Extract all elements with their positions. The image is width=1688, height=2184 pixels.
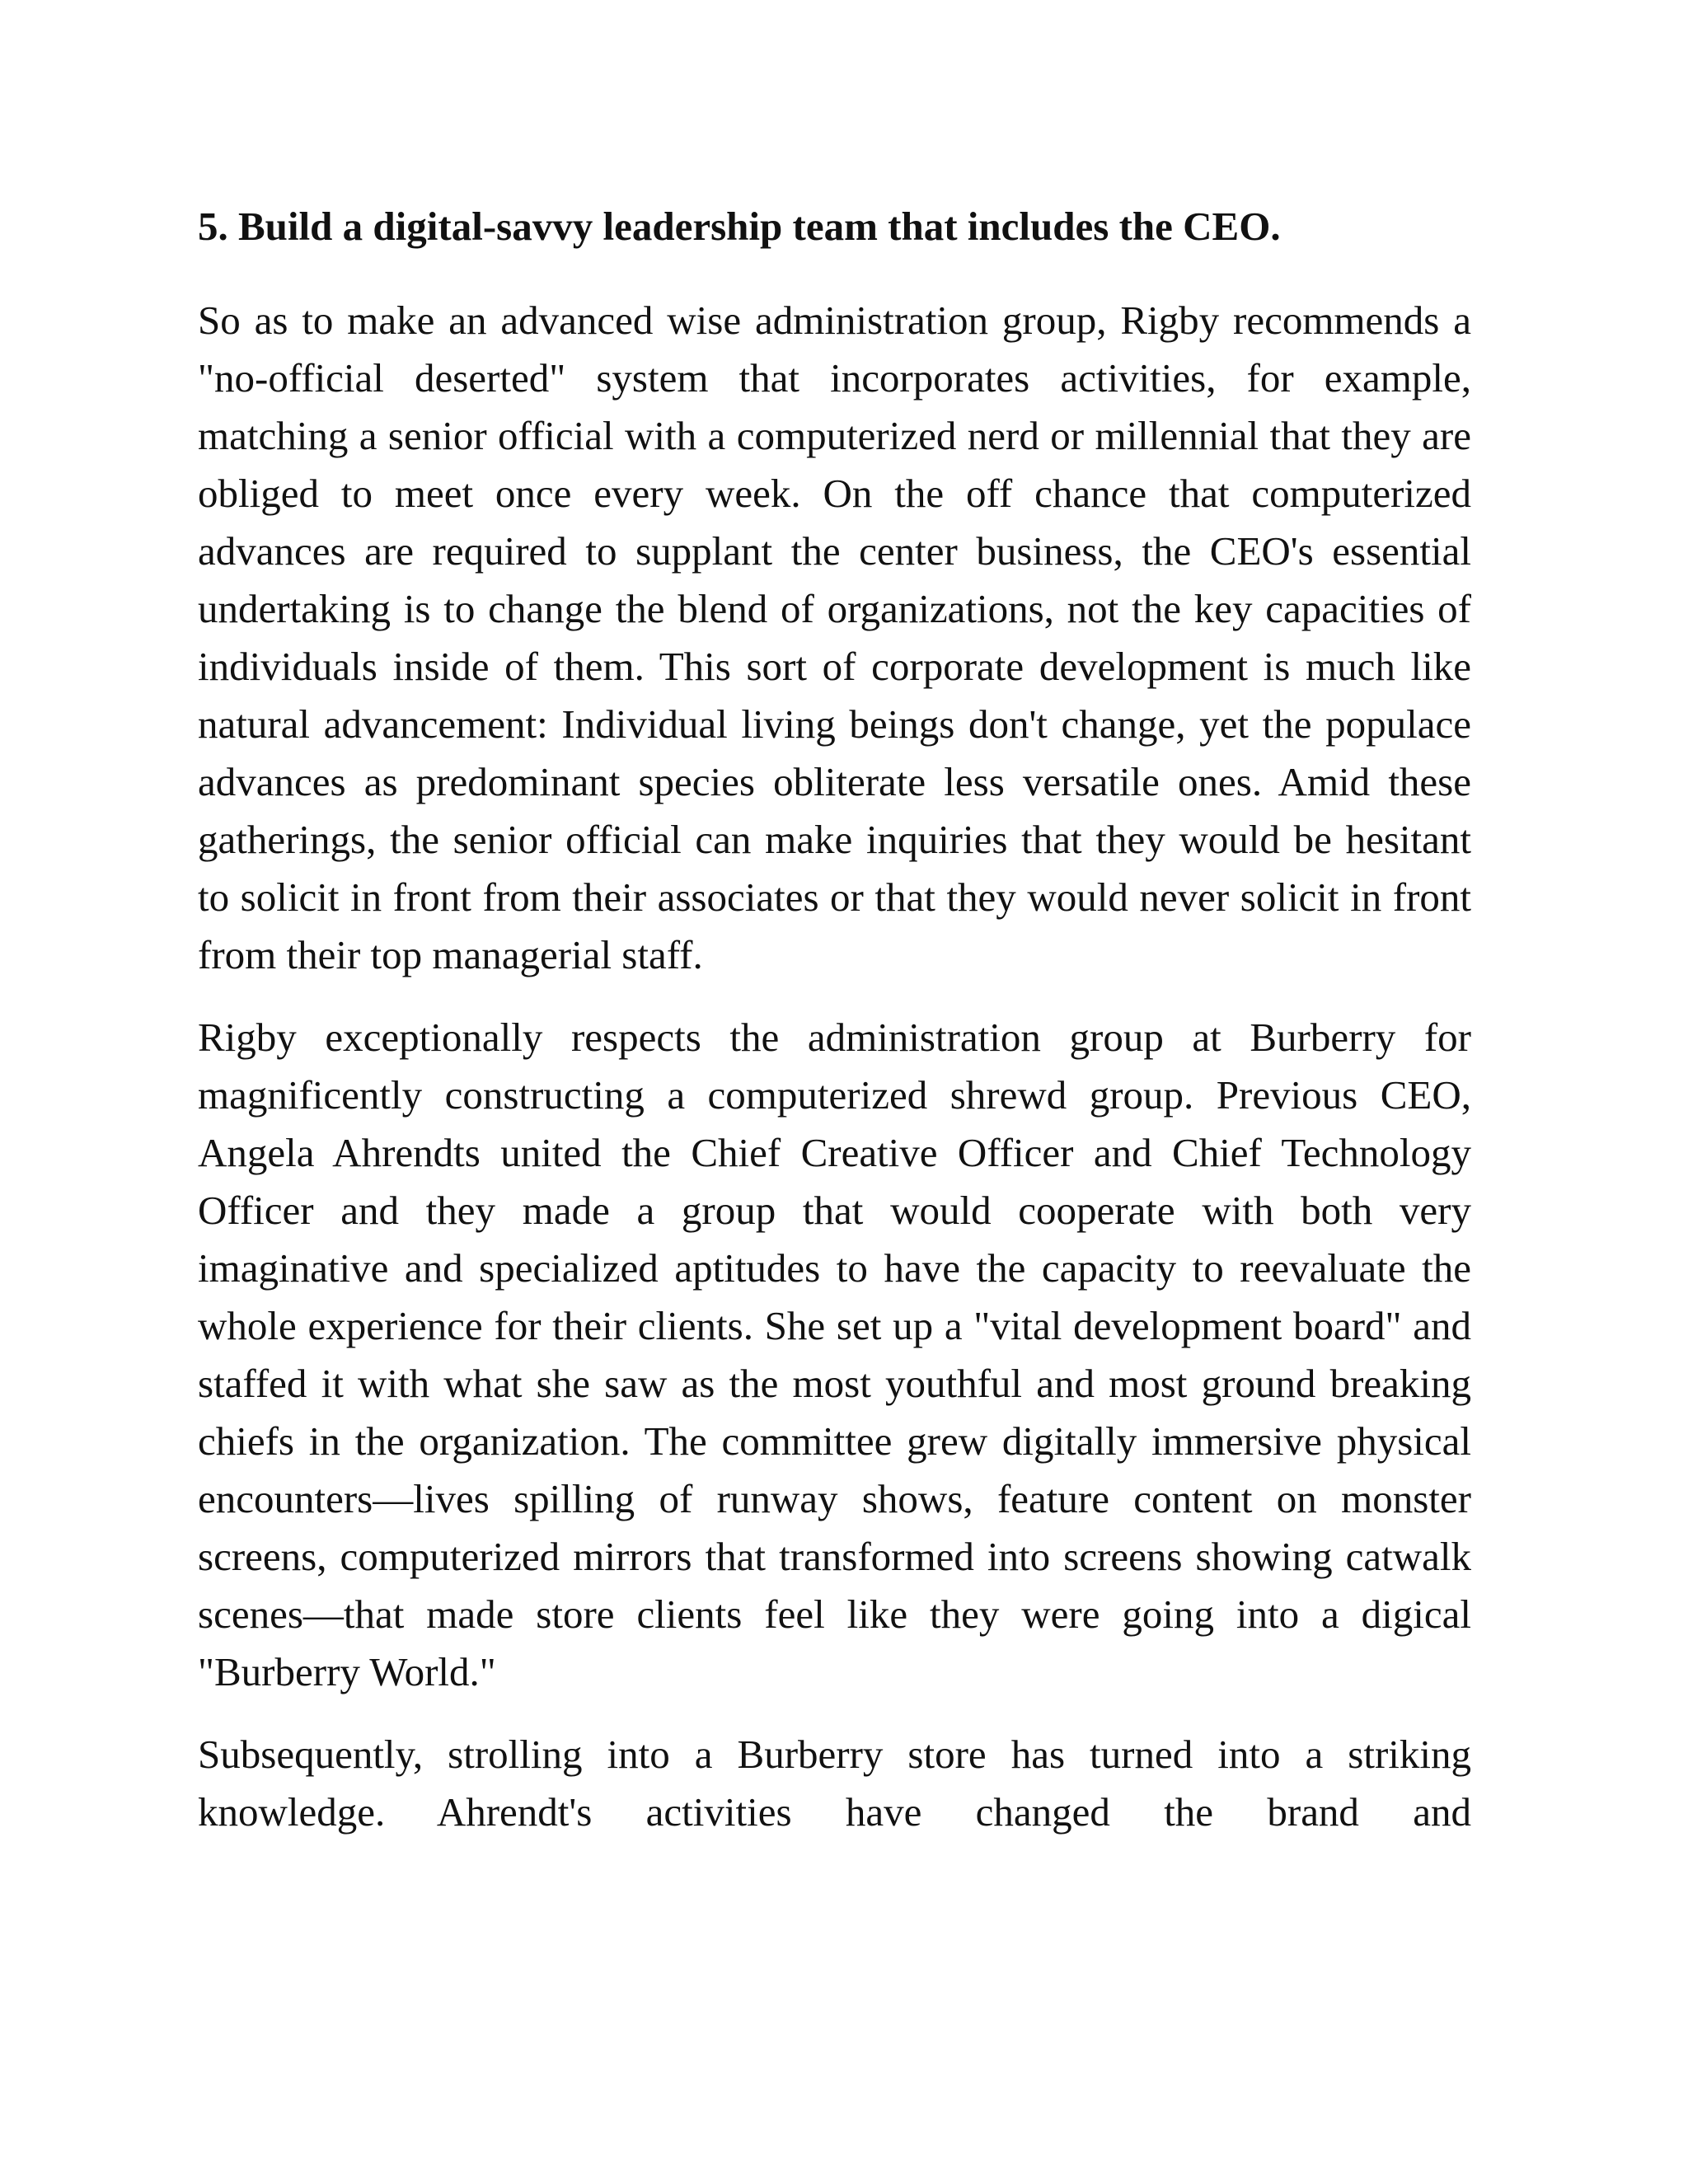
document-body <box>198 198 1471 1841</box>
paragraph-3: Subsequently, strolling into a Burberry store has turned into a striking knowledge. Ahrendt's activities have changed the brand and <box>198 1732 1471 1835</box>
paragraph-2: Rigby exceptionally respects the administration group at Burberry for magnificently constructing a computerized shrewd group. Previous CEO, Angela Ahrendts united the Chief Creative Officer and Chief Technology Officer and they made a group that would cooperate with both very imaginative and specialized aptitudes to have the capacity to reevaluate the whole experience for their clients. She set up a "vital development board" and staffed it with what she saw as the most youthful and most ground breaking chiefs in the organization. The committee grew digitally immersive physical encounters—lives spilling of runway shows, feature content on monster screens, computerized mirrors that transformed into screens showing catwalk scenes—that made store clients feel like they were going into a digical "Burberry World." <box>198 1015 1471 1694</box>
section-heading: 5. Build a digital-savvy leadership team that includes the CEO. <box>198 204 1281 249</box>
paragraph-1: So as to make an advanced wise administration group, Rigby recommends a "no-official deserted" system that incorporates activities, for example, matching a senior official with a computerized nerd or millennial that they are obliged to meet once every week. On the off chance that computerized advances are required to supplant the center business, the CEO's essential undertaking is to change the blend of organizations, not the key capacities of individuals inside of them. This sort of corporate development is much like natural advancement: Individual living beings don't change, yet the populace advances as predominant species obliterate less versatile ones. Amid these gatherings, the senior official can make inquiries that they would be hesitant to solicit in front from their associates or that they would never solicit in front from their top managerial staff. <box>198 298 1471 977</box>
